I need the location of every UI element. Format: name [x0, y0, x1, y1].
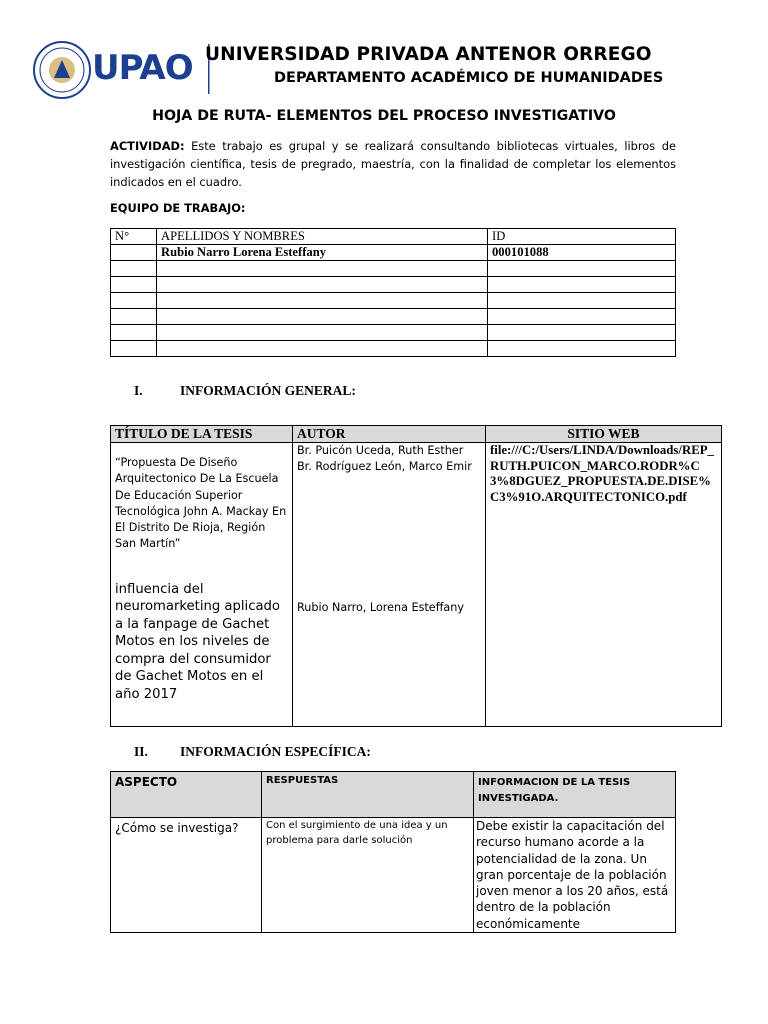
table-cell	[111, 325, 157, 341]
table-row	[111, 293, 676, 309]
author-cell	[293, 443, 486, 727]
thesis-info-cell: Debe existir la capacitación del recurso humano acorde a la potencialidad de la zona. Un gran porcentaje de la población joven menor a los 20 años, está dentro de la población económicamente	[474, 818, 676, 933]
team-header-number: N°	[111, 229, 157, 245]
team-header-row	[111, 229, 676, 245]
thesis1-author: Br. Puicón Uceda, Ruth Esther Br. Rodríguez León, Marco Emir	[297, 444, 472, 474]
header-author: AUTOR	[293, 426, 486, 443]
table-row	[111, 341, 676, 357]
team-table	[110, 228, 676, 357]
table-cell	[488, 261, 676, 277]
header-thesis-info: INFORMACION DE LA TESIS INVESTIGADA.	[474, 772, 676, 818]
logo-wordmark: UPAO	[92, 48, 193, 88]
table-row	[111, 325, 676, 341]
section2-number: II.	[134, 744, 148, 759]
document-title: HOJA DE RUTA- ELEMENTOS DEL PROCESO INVESTIGATIVO	[152, 108, 616, 124]
table-cell	[157, 325, 488, 341]
specific-header-row	[111, 772, 676, 818]
table-cell	[157, 341, 488, 357]
thesis2-author: Rubio Narro, Lorena Esteffany	[297, 600, 464, 614]
table-cell	[111, 341, 157, 357]
thesis1-website: file:///C:/Users/LINDA/Downloads/REP_RUTH.PUICON_MARCO.RODR%C3%8DGUEZ_PROPUESTA.DE.DISE%C3%91O.ARQUITECTONICO.pdf	[490, 443, 714, 504]
table-row	[111, 261, 676, 277]
thesis2-title: influencia del neuromarketing aplicado a la fanpage de Gachet Motos en los niveles de compra del consumidor de Gachet Motos en el año 2017	[115, 581, 280, 702]
general-info-table	[110, 425, 722, 727]
section1-heading: INFORMACIÓN GENERAL:	[180, 383, 356, 398]
table-row	[111, 245, 676, 261]
table-cell	[488, 277, 676, 293]
team-label: EQUIPO DE TRABAJO:	[110, 201, 246, 215]
table-row	[111, 818, 676, 933]
activity-paragraph	[110, 137, 676, 191]
table-cell	[157, 261, 488, 277]
thesis-row	[111, 443, 722, 727]
table-cell	[111, 261, 157, 277]
table-row	[111, 277, 676, 293]
specific-info-table	[110, 771, 676, 933]
aspect-cell: ¿Cómo se investiga?	[111, 818, 262, 933]
table-cell	[157, 277, 488, 293]
header-website: SITIO WEB	[486, 426, 722, 443]
thesis-title-cell	[111, 443, 293, 727]
answer-cell: Con el surgimiento de una idea y un problema para darle solución	[262, 818, 474, 933]
department-name: DEPARTAMENTO ACADÉMICO DE HUMANIDADES	[274, 70, 664, 86]
member-name: Rubio Narro Lorena Esteffany	[157, 245, 488, 261]
member-id: 000101088	[488, 245, 676, 261]
table-cell	[488, 325, 676, 341]
table-cell	[111, 309, 157, 325]
thesis1-title: “Propuesta De Diseño Arquitectonico De La Escuela De Educación Superior Tecnológica John A. Mackay En El Distrito De Rioja, Región San Martín”	[115, 456, 287, 551]
header-aspect: ASPECTO	[111, 772, 262, 818]
table-row	[111, 309, 676, 325]
table-cell	[488, 309, 676, 325]
table-cell	[488, 341, 676, 357]
table-cell	[488, 293, 676, 309]
header-answers: RESPUESTAS	[262, 772, 474, 818]
table-cell	[157, 309, 488, 325]
section2-heading: INFORMACIÓN ESPECÍFICA:	[180, 744, 371, 759]
table-cell	[111, 277, 157, 293]
section1-number: I.	[134, 383, 143, 398]
university-name: UNIVERSIDAD PRIVADA ANTENOR ORREGO	[205, 44, 652, 65]
website-cell	[486, 443, 722, 727]
general-header-row	[111, 426, 722, 443]
activity-label: ACTIVIDAD:	[110, 139, 185, 153]
team-header-names: APELLIDOS Y NOMBRES	[157, 229, 488, 245]
table-cell	[111, 293, 157, 309]
upao-logo	[32, 38, 212, 102]
table-cell	[111, 245, 157, 261]
team-header-id: ID	[488, 229, 676, 245]
header-thesis-title: TÍTULO DE LA TESIS	[111, 426, 293, 443]
activity-text: Este trabajo es grupal y se realizará consultando bibliotecas virtuales, libros de investigación científica, tesis de pregrado, maestría, con la finalidad de completar los elementos indicados en el cuadro.	[110, 139, 676, 189]
table-cell	[157, 293, 488, 309]
